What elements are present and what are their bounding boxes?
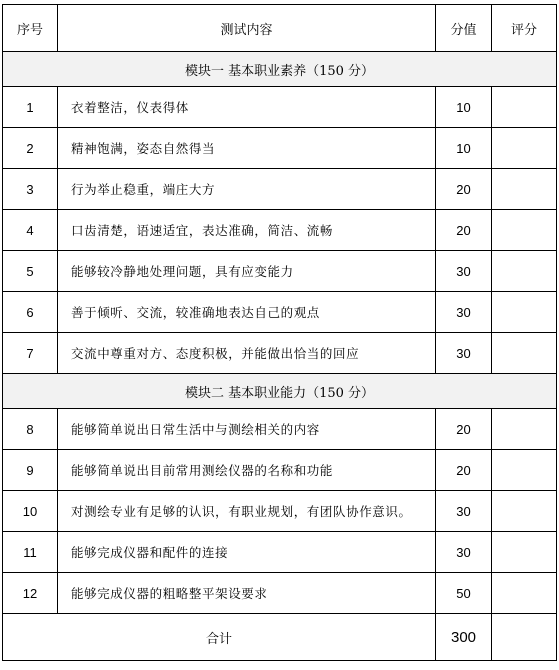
item-score-cell[interactable] bbox=[492, 409, 557, 450]
item-points: 50 bbox=[436, 573, 492, 614]
item-content: 精神饱满，姿态自然得当 bbox=[58, 128, 436, 169]
item-points: 20 bbox=[436, 409, 492, 450]
item-points: 10 bbox=[436, 87, 492, 128]
item-score-cell[interactable] bbox=[492, 333, 557, 374]
scoring-table bbox=[2, 4, 557, 661]
item-points: 30 bbox=[436, 292, 492, 333]
header-no: 序号 bbox=[3, 5, 58, 52]
item-number: 9 bbox=[3, 450, 58, 491]
table-row bbox=[3, 333, 557, 374]
item-number: 3 bbox=[3, 169, 58, 210]
table-row bbox=[3, 169, 557, 210]
header-row bbox=[3, 5, 557, 52]
item-points: 30 bbox=[436, 333, 492, 374]
module-header-row bbox=[3, 52, 557, 87]
table-row bbox=[3, 210, 557, 251]
item-points: 30 bbox=[436, 532, 492, 573]
item-points: 10 bbox=[436, 128, 492, 169]
item-number: 8 bbox=[3, 409, 58, 450]
item-number: 4 bbox=[3, 210, 58, 251]
item-number: 1 bbox=[3, 87, 58, 128]
item-content: 对测绘专业有足够的认识，有职业规划，有团队协作意识。 bbox=[58, 491, 436, 532]
total-score[interactable] bbox=[492, 614, 557, 661]
item-number: 7 bbox=[3, 333, 58, 374]
total-row bbox=[3, 614, 557, 661]
item-score-cell[interactable] bbox=[492, 128, 557, 169]
module-title: 模块二 基本职业能力（150 分） bbox=[3, 374, 557, 409]
item-number: 11 bbox=[3, 532, 58, 573]
item-points: 30 bbox=[436, 251, 492, 292]
total-points: 300 bbox=[436, 614, 492, 661]
item-score-cell[interactable] bbox=[492, 532, 557, 573]
item-number: 10 bbox=[3, 491, 58, 532]
item-content: 能够完成仪器和配件的连接 bbox=[58, 532, 436, 573]
item-content: 衣着整洁，仪表得体 bbox=[58, 87, 436, 128]
item-content: 口齿清楚，语速适宜，表达准确，简洁、流畅 bbox=[58, 210, 436, 251]
table-row bbox=[3, 450, 557, 491]
item-content: 善于倾听、交流，较准确地表达自己的观点 bbox=[58, 292, 436, 333]
item-points: 20 bbox=[436, 450, 492, 491]
item-score-cell[interactable] bbox=[492, 87, 557, 128]
table-row bbox=[3, 532, 557, 573]
table-row bbox=[3, 573, 557, 614]
table-body bbox=[3, 52, 557, 614]
header-score: 评分 bbox=[492, 5, 557, 52]
table-row bbox=[3, 87, 557, 128]
module-header-row bbox=[3, 374, 557, 409]
item-content: 行为举止稳重，端庄大方 bbox=[58, 169, 436, 210]
item-score-cell[interactable] bbox=[492, 210, 557, 251]
table-row bbox=[3, 251, 557, 292]
item-score-cell[interactable] bbox=[492, 573, 557, 614]
module-title: 模块一 基本职业素养（150 分） bbox=[3, 52, 557, 87]
total-label: 合计 bbox=[3, 614, 436, 661]
item-score-cell[interactable] bbox=[492, 251, 557, 292]
item-points: 20 bbox=[436, 169, 492, 210]
table-row bbox=[3, 491, 557, 532]
item-content: 能够完成仪器的粗略整平架设要求 bbox=[58, 573, 436, 614]
table-row bbox=[3, 409, 557, 450]
item-score-cell[interactable] bbox=[492, 491, 557, 532]
item-score-cell[interactable] bbox=[492, 292, 557, 333]
table-row bbox=[3, 292, 557, 333]
header-points: 分值 bbox=[436, 5, 492, 52]
header-content: 测试内容 bbox=[58, 5, 436, 52]
item-content: 交流中尊重对方、态度积极，并能做出恰当的回应 bbox=[58, 333, 436, 374]
item-number: 12 bbox=[3, 573, 58, 614]
item-number: 5 bbox=[3, 251, 58, 292]
item-content: 能够简单说出目前常用测绘仪器的名称和功能 bbox=[58, 450, 436, 491]
item-score-cell[interactable] bbox=[492, 169, 557, 210]
table-row bbox=[3, 128, 557, 169]
item-number: 2 bbox=[3, 128, 58, 169]
item-content: 能够较冷静地处理问题，具有应变能力 bbox=[58, 251, 436, 292]
item-number: 6 bbox=[3, 292, 58, 333]
item-points: 20 bbox=[436, 210, 492, 251]
item-score-cell[interactable] bbox=[492, 450, 557, 491]
item-points: 30 bbox=[436, 491, 492, 532]
item-content: 能够简单说出日常生活中与测绘相关的内容 bbox=[58, 409, 436, 450]
